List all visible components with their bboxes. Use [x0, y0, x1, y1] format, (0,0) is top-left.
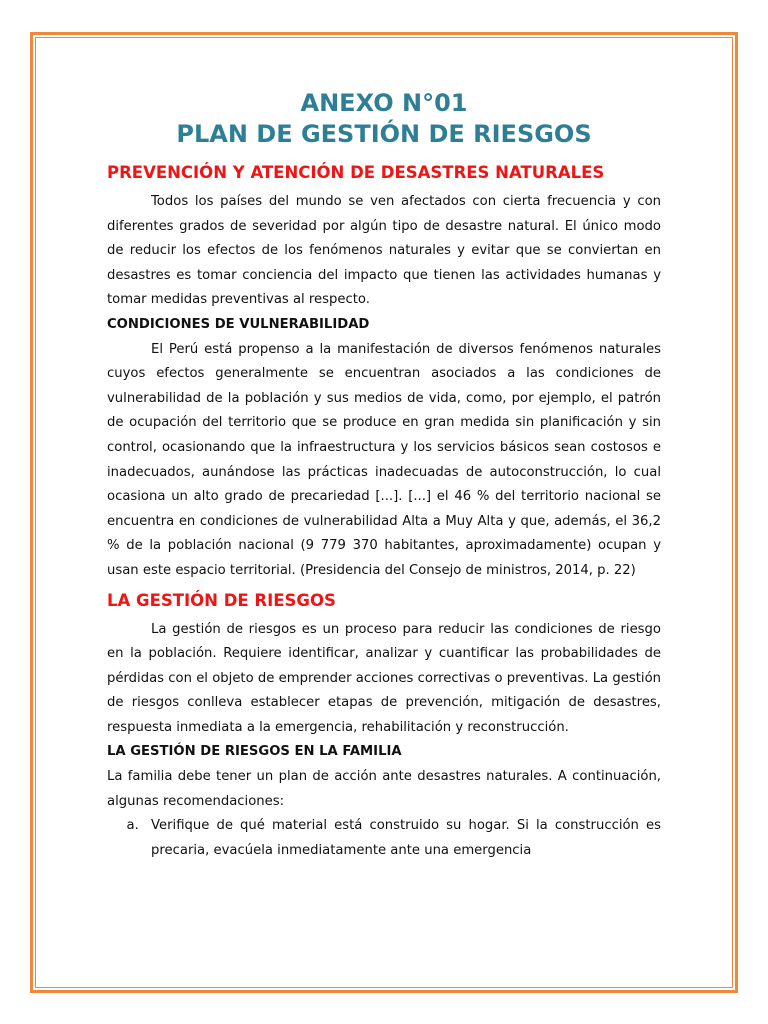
heading-gestion-riesgos: LA GESTIÓN DE RIESGOS	[107, 590, 336, 610]
title-line-2: PLAN DE GESTIÓN DE RIESGOS	[176, 120, 592, 148]
document-title	[107, 88, 661, 150]
paragraph-prevencion: Todos los países del mundo se ven afectados con cierta frecuencia y con diferentes grados de severidad por algún tipo de desastre natural. El único modo de reducir los efectos de los fenómenos naturales y evitar que se conviertan en desastres es tomar conciencia del impacto que tienen las actividades humanas y tomar medidas preventivas al respecto.	[107, 194, 661, 308]
heading-prevencion: PREVENCIÓN Y ATENCIÓN DE DESASTRES NATURALES	[107, 163, 605, 182]
recommendations-list	[107, 814, 661, 863]
heading-gestion-familia: LA GESTIÓN DE RIESGOS EN LA FAMILIA	[107, 744, 402, 760]
list-item: a. Verifique de qué material está construido su hogar. Si la construcción es precaria, evacúela inmediatamente ante una emergencia	[143, 814, 661, 863]
document-body	[107, 88, 661, 863]
title-line-1: ANEXO N°01	[300, 89, 468, 117]
paragraph-vulnerabilidad: El Perú está propenso a la manifestación de diversos fenómenos naturales cuyos efectos generalmente se encuentran asociados a las condiciones de vulnerabilidad de la población y sus medios de vida, como, por ejemplo, el patrón de ocupación del territorio que se produce en gran medida sin planificación y sin control, ocasionando que la infraestructura y los servicios básicos sean costosos e inadecuados, aunándose las prácticas inadecuadas de autoconstrucción, lo cual ocasiona un alto grado de precariedad [...]. [...] el 46 % del territorio nacional se encuentra en condiciones de vulnerabilidad Alta a Muy Alta y que, además, el 36,2 % de la población nacional (9 779 370 habitantes, aproximadamente) ocupan y usan este espacio territorial. (Presidencia del Consejo de ministros, 2014, p. 22)	[107, 341, 661, 578]
heading-vulnerabilidad: CONDICIONES DE VULNERABILIDAD	[107, 316, 370, 332]
paragraph-gestion-familia: La familia debe tener un plan de acción ante desastres naturales. A continuación, algunas recomendaciones:	[107, 769, 661, 809]
paragraph-gestion-riesgos: La gestión de riesgos es un proceso para reducir las condiciones de riesgo en la población. Requiere identificar, analizar y cuantificar las probabilidades de pérdidas con el objeto de emprender acciones correctivas o preventivas. La gestión de riesgos conlleva establecer etapas de prevención, mitigación de desastres, respuesta inmediata a la emergencia, rehabilitación y reconstrucción.	[107, 621, 661, 735]
